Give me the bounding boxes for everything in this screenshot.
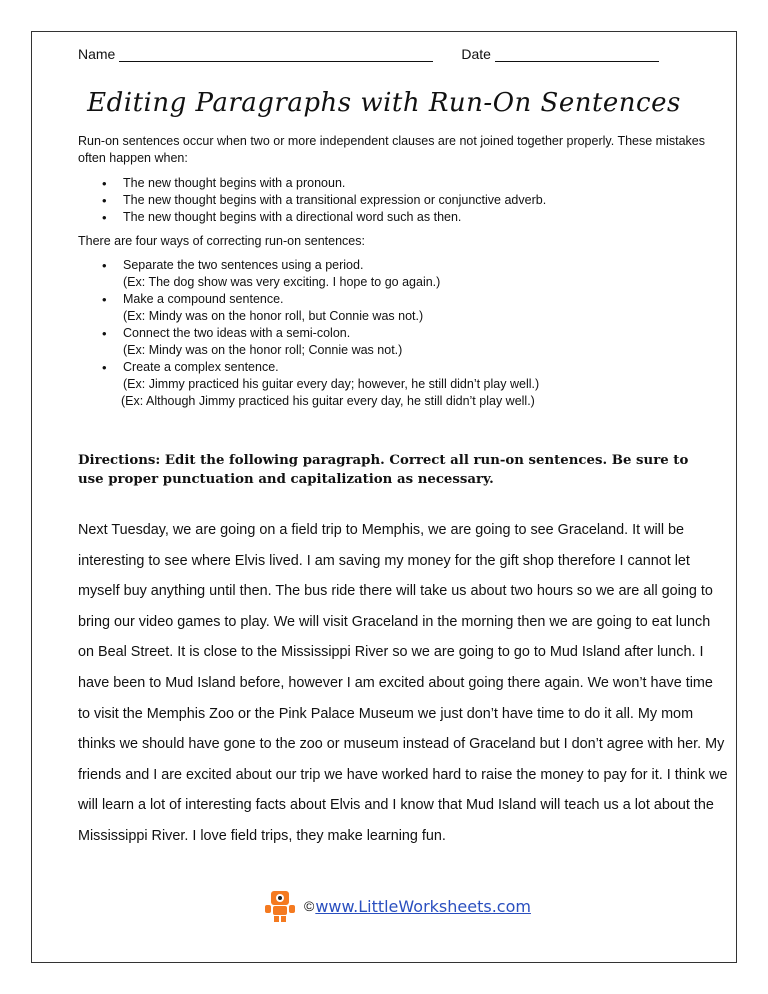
- robot-logo-icon: [262, 888, 298, 924]
- name-line[interactable]: [119, 47, 433, 62]
- intro-section: [78, 133, 718, 410]
- mistakes-list: [78, 175, 718, 226]
- footer: [262, 888, 531, 924]
- way-example: (Ex: The dog show was very exciting. I hope to go again.): [123, 275, 441, 289]
- website-link[interactable]: www.LittleWorksheets.com: [315, 896, 531, 916]
- intro-text: Run-on sentences occur when two or more independent clauses are not joined together properly. These mistakes often happen when:: [78, 134, 705, 165]
- list-item: [78, 325, 718, 359]
- ways-intro: There are four ways of correcting run-on sentences:: [78, 234, 365, 248]
- header: [78, 46, 659, 62]
- list-item: [78, 359, 718, 410]
- way-example: (Ex: Although Jimmy practiced his guitar every day, he still didn’t play well.): [121, 394, 535, 408]
- way-example: (Ex: Mindy was on the honor roll; Connie was not.): [123, 343, 403, 357]
- worksheet-title: Editing Paragraphs with Run-On Sentences: [87, 88, 681, 118]
- copyright-symbol: ©: [304, 898, 315, 914]
- way-text: Make a compound sentence.: [123, 292, 284, 306]
- list-item: • The new thought begins with a transitional expression or conjunctive adverb.: [78, 192, 718, 209]
- ways-list: [78, 257, 718, 410]
- date-line[interactable]: [495, 47, 659, 62]
- list-item: [78, 257, 718, 291]
- way-text: Separate the two sentences using a period.: [123, 258, 364, 272]
- directions-text: Directions: Edit the following paragraph. Correct all run-on sentences. Be sure to use proper punctuation and capitalization as necessary.: [78, 453, 689, 487]
- list-item: [78, 291, 718, 325]
- list-item: • The new thought begins with a directional word such as then.: [78, 209, 718, 226]
- way-example: (Ex: Jimmy practiced his guitar every day; however, he still didn’t play well.): [123, 377, 540, 391]
- way-text: Connect the two ideas with a semi-colon.: [123, 326, 351, 340]
- date-label: Date: [461, 46, 491, 62]
- way-example: (Ex: Mindy was on the honor roll, but Connie was not.): [123, 309, 424, 323]
- way-text: Create a complex sentence.: [123, 360, 279, 374]
- paragraph-text: Next Tuesday, we are going on a field trip to Memphis, we are going to see Graceland. It will be interesting to see where Elvis lived. I am saving my money for the gift shop therefore I cannot let myself buy anything until then. The bus ride there will take us about two hours so we are all going to bring our video games to play. We will visit Graceland in the morning then we are going to eat lunch on Beal Street. It is close to the Mississippi River so we are going to go to Mud Island after lunch. I have been to Mud Island before, however I am excited about going there again. We won’t have time to visit the Memphis Zoo or the Pink Palace Museum we just don’t have time to do it all. My mom thinks we should have gone to the zoo or museum instead of Graceland but I don’t agree with her. My friends and I are excited about our trip we have worked hard to raise the money to pay for it. I think we will learn a lot of interesting facts about Elvis and I know that Mud Island will teach us a lot about the Mississippi River. I love field trips, they make learning fun.: [78, 522, 728, 844]
- name-label: Name: [78, 46, 116, 62]
- list-item: • The new thought begins with a pronoun.: [78, 175, 718, 192]
